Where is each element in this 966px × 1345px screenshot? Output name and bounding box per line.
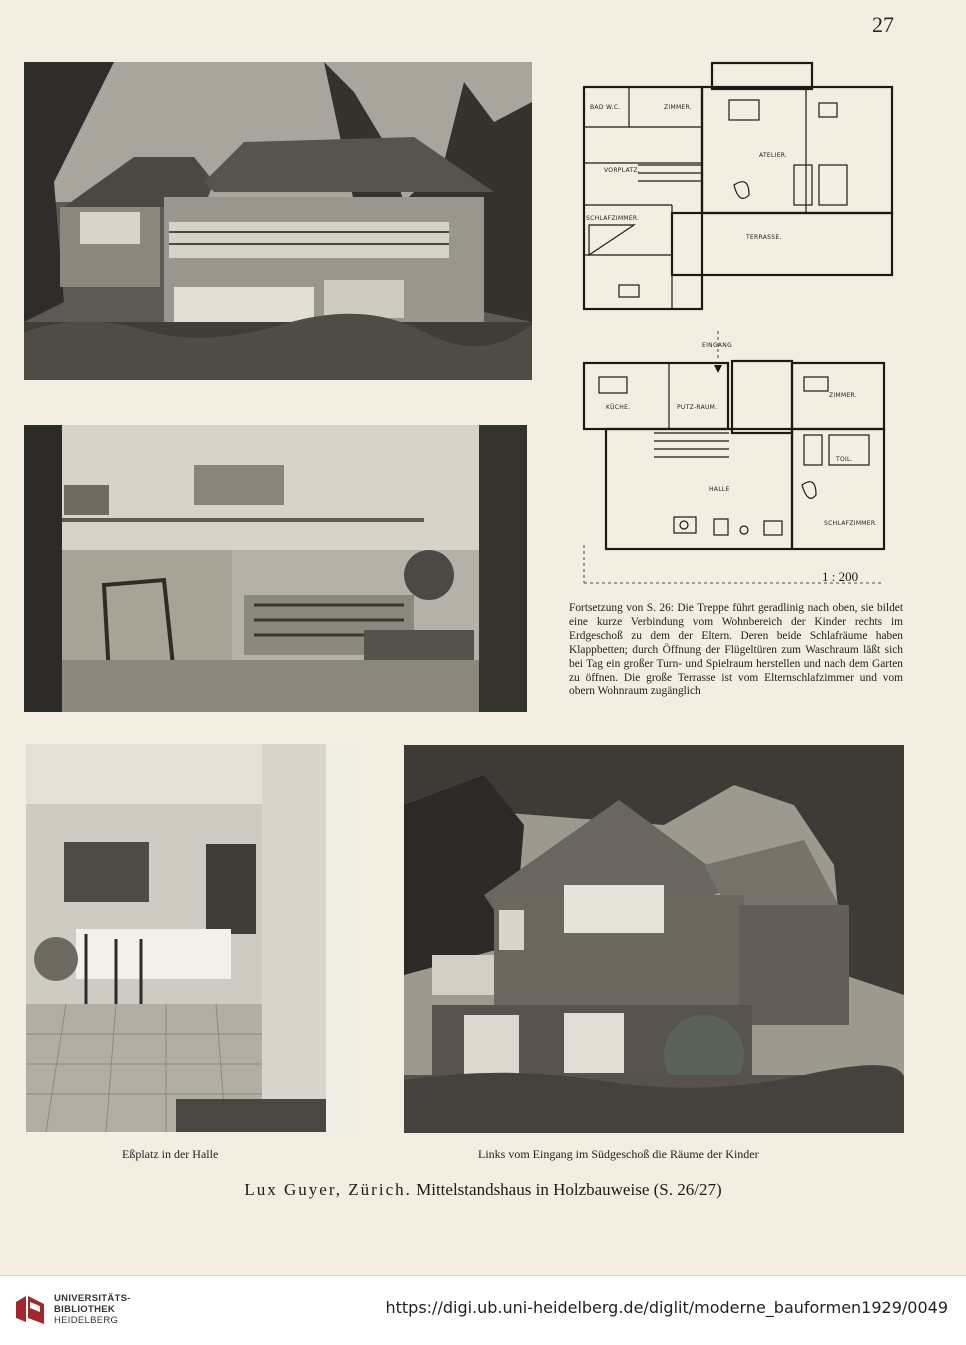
floor-plan-lower <box>574 325 904 587</box>
plan-upper-room-label: SCHLAFZIMMER. <box>586 215 640 222</box>
footer-bar <box>0 1275 966 1345</box>
caption-dining-place: Eßplatz in der Halle <box>122 1147 219 1161</box>
plan-upper-room-label: TERRASSE. <box>746 234 782 241</box>
plan-lower-room-label: HALLE <box>709 486 730 493</box>
plan-upper-room-label: ZIMMER. <box>664 104 692 111</box>
plan-lower-room-label: KÜCHE. <box>606 404 631 411</box>
caption-south-view: Links vom Eingang im Südgeschoß die Räume der Kinder <box>478 1147 759 1161</box>
page-number: 27 <box>872 12 894 37</box>
title-author: Lux Guyer, Zürich. <box>244 1180 412 1199</box>
title-text: Mittelstandshaus in Holzbauweise (S. 26/27) <box>416 1180 722 1199</box>
plan-upper-room-label: BAD W.C. <box>590 104 621 111</box>
plan-lower-room-label: ZIMMER. <box>829 392 857 399</box>
plan-lower-room-label: TOIL. <box>836 456 853 463</box>
library-name-line: UNIVERSITÄTS- <box>54 1293 131 1304</box>
heidelberg-library-logo-icon <box>12 1292 48 1328</box>
photo-house-south <box>404 745 904 1133</box>
photo-house-exterior <box>24 62 532 380</box>
photo-interior-room <box>24 425 527 712</box>
plan-lower-entrance-label: EINGANG <box>702 342 733 349</box>
floor-plan-upper <box>574 55 904 315</box>
library-name-line: BIBLIOTHEK <box>54 1304 116 1315</box>
page-title <box>0 1180 966 1200</box>
continuation-paragraph: Fortsetzung von S. 26: Die Treppe führt geradlinig nach oben, sie bildet eine kurze Verbindung vom Wohnbereich der Kinder rechts im Erdgeschoß zu dem der Eltern. Deren beide Schlafräume haben Klappbetten; durch Öffnung der Flügeltüren zum Waschraum läßt sich bei Tag ein großer Turn- und Spielraum herstellen und nach dem Garten zu öffnen. Die große Terrasse ist vom Elternschlafzimmer und vom obern Wohnraum zugänglich <box>569 602 903 698</box>
photo-dining-place <box>26 744 359 1132</box>
plan-upper-room-label: ATELIER. <box>759 152 788 159</box>
permalink-url[interactable]: https://digi.ub.uni-heidelberg.de/diglit/moderne_bauformen1929/0049 <box>385 1298 948 1317</box>
plan-lower-room-label: SCHLAFZIMMER. <box>824 520 878 527</box>
plan-scale: 1 : 200 <box>822 569 859 584</box>
library-name-line: HEIDELBERG <box>54 1315 119 1326</box>
plan-upper-room-label: VORPLATZ. <box>604 167 641 174</box>
plan-lower-room-label: PUTZ-RAUM. <box>677 404 718 411</box>
library-name <box>54 1293 131 1326</box>
